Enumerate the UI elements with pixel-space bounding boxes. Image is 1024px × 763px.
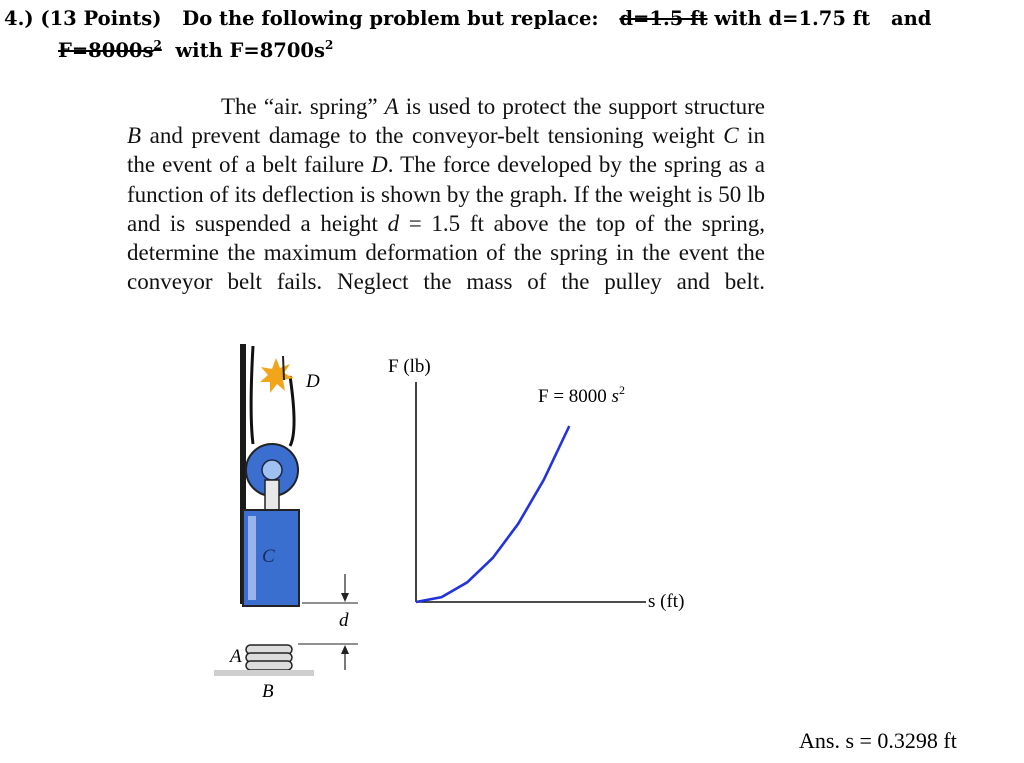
- and-text: and: [890, 7, 932, 30]
- label-A: A: [230, 646, 242, 667]
- struck-old-F: $F=8000s^2$: [58, 38, 162, 62]
- new-F-value: with $F=8700s^2$: [175, 38, 334, 62]
- force-curve: [416, 426, 569, 602]
- belt-left: [251, 346, 253, 444]
- x-axis-label: s (ft): [648, 591, 685, 612]
- support-B-base: [214, 670, 314, 676]
- pulley-bracket: [265, 480, 279, 510]
- pulley-hub: [262, 460, 282, 480]
- problem-header: [4, 6, 1020, 64]
- air-spring-A: [246, 645, 292, 670]
- label-d: d: [339, 610, 349, 631]
- arrowhead-down: [341, 593, 349, 602]
- force-deflection-chart: [388, 356, 684, 612]
- y-axis-label: F (lb): [388, 356, 431, 377]
- label-B: B: [262, 681, 274, 702]
- label-D: D: [306, 371, 320, 392]
- struck-old-d: d=1.5 ft: [619, 7, 708, 30]
- spring-coil-3: [246, 661, 292, 670]
- belt-right: [290, 376, 294, 446]
- problem-points: (13 Points): [40, 7, 162, 30]
- conveyor-apparatus: [214, 344, 358, 702]
- label-C: C: [262, 546, 275, 567]
- replace-instruction: Do the following problem but replace:: [182, 7, 599, 30]
- broken-belt-end: [283, 356, 284, 380]
- problem-statement: The “air. spring” A is used to protect the support structure B and prevent damage to the conveyor-belt tensioning weight C in the event of a belt failure D. The force developed by the spring as a function of its deflection is shown by the graph. If the weight is 50 lb and is suspended a height d = 1.5 ft above the top of the spring, determine the maximum deformation of the spring in the event the conveyor belt fails. Neglect the mass of the pulley and belt.: [127, 94, 766, 295]
- header-line-2: [4, 32, 1020, 64]
- belt-failure-burst: [260, 358, 294, 393]
- answer-text: Ans. s = 0.3298 ft: [799, 728, 957, 753]
- header-line-1: [4, 6, 1020, 32]
- weight-highlight: [248, 516, 256, 600]
- problem-figure: [210, 340, 730, 710]
- new-d-value: with d=1.75 ft: [714, 7, 871, 30]
- problem-number: 4.): [4, 7, 34, 30]
- curve-equation: F = 8000 $s^2$: [538, 383, 625, 407]
- arrowhead-up: [341, 645, 349, 654]
